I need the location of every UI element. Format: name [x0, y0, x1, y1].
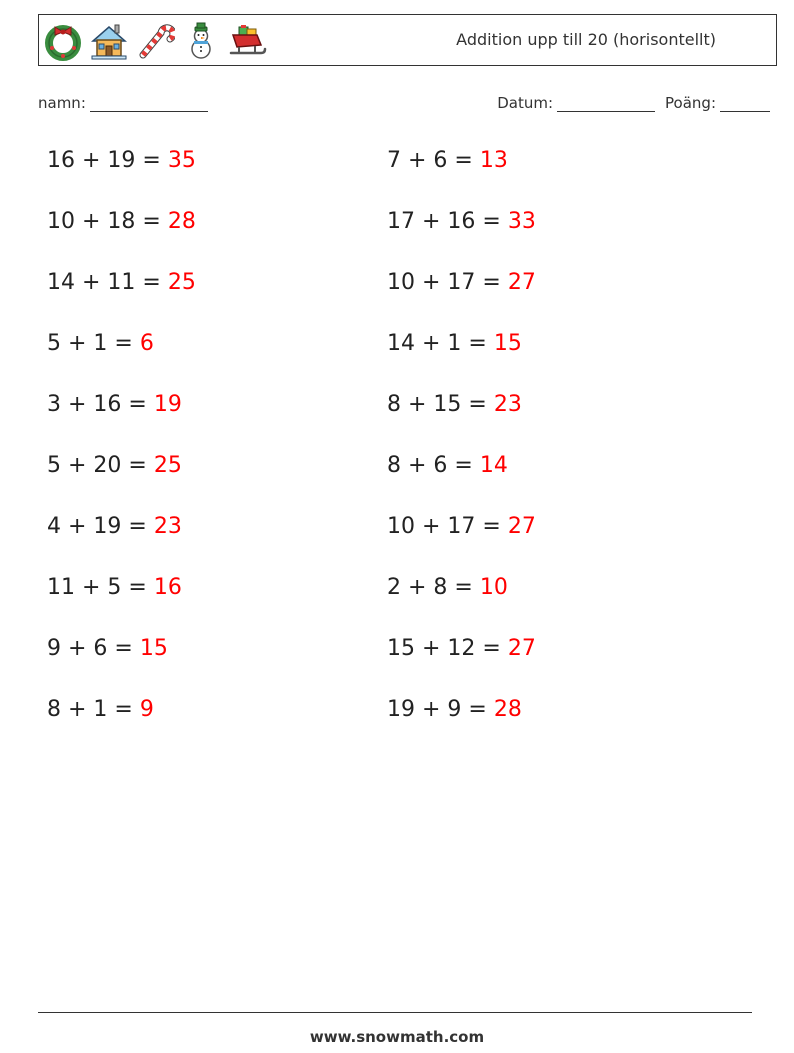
problem-expression: 14 + 11 = — [47, 270, 161, 295]
problem-item — [47, 331, 154, 356]
problem-answer: 35 — [167, 148, 196, 173]
problem-expression: 17 + 16 = — [387, 209, 501, 234]
problem-expression: 7 + 6 = — [387, 148, 473, 173]
header-box — [38, 14, 777, 66]
problem-expression: 5 + 20 = — [47, 453, 147, 478]
problem-answer: 25 — [167, 270, 196, 295]
name-label: namn: — [38, 94, 86, 112]
problem-answer: 27 — [507, 514, 536, 539]
problem-expression: 4 + 19 = — [47, 514, 147, 539]
problem-expression: 16 + 19 = — [47, 148, 161, 173]
problem-item — [387, 270, 536, 295]
problem-expression: 10 + 17 = — [387, 270, 501, 295]
problem-item — [387, 453, 508, 478]
problem-expression: 10 + 17 = — [387, 514, 501, 539]
problem-answer: 25 — [153, 453, 182, 478]
problem-item — [387, 148, 508, 173]
problem-item — [387, 331, 522, 356]
problem-item — [387, 209, 536, 234]
problem-answer: 23 — [493, 392, 522, 417]
footer-site: www.snowmath.com — [309, 1028, 485, 1046]
problem-expression: 10 + 18 = — [47, 209, 161, 234]
problem-answer: 27 — [507, 270, 536, 295]
problem-item — [47, 453, 182, 478]
problem-expression: 8 + 15 = — [387, 392, 487, 417]
problem-item — [47, 270, 196, 295]
problem-answer: 16 — [153, 575, 182, 600]
snowman-icon — [181, 21, 221, 61]
score-blank-line — [720, 95, 770, 112]
problem-expression: 14 + 1 = — [387, 331, 487, 356]
problem-answer: 28 — [493, 697, 522, 722]
score-label: Poäng: — [665, 94, 716, 112]
problem-answer: 28 — [167, 209, 196, 234]
problem-answer: 27 — [507, 636, 536, 661]
problem-answer: 13 — [479, 148, 508, 173]
problem-item — [47, 209, 196, 234]
header-icons — [43, 21, 267, 61]
footer-divider — [38, 1012, 752, 1013]
sleigh-icon — [227, 21, 267, 61]
house-icon — [89, 21, 129, 61]
problem-item — [47, 392, 182, 417]
name-field — [38, 94, 208, 112]
problem-item — [387, 575, 508, 600]
date-score-fields — [497, 94, 770, 112]
problem-expression: 8 + 6 = — [387, 453, 473, 478]
problem-answer: 14 — [479, 453, 508, 478]
problem-answer: 23 — [153, 514, 182, 539]
candy-cane-icon — [135, 21, 175, 61]
problem-answer: 33 — [507, 209, 536, 234]
problem-item — [387, 514, 536, 539]
problem-expression: 8 + 1 = — [47, 697, 133, 722]
name-blank-line — [90, 95, 208, 112]
problem-item — [47, 148, 196, 173]
problem-answer: 15 — [139, 636, 168, 661]
wreath-icon — [43, 21, 83, 61]
problem-answer: 19 — [153, 392, 182, 417]
problem-answer: 6 — [139, 331, 154, 356]
problem-expression: 15 + 12 = — [387, 636, 501, 661]
problem-expression: 3 + 16 = — [47, 392, 147, 417]
problem-item — [47, 575, 182, 600]
problem-item — [387, 636, 536, 661]
problem-expression: 11 + 5 = — [47, 575, 147, 600]
problem-expression: 9 + 6 = — [47, 636, 133, 661]
problem-answer: 9 — [139, 697, 154, 722]
problem-answer: 10 — [479, 575, 508, 600]
problem-expression: 19 + 9 = — [387, 697, 487, 722]
problem-expression: 2 + 8 = — [387, 575, 473, 600]
worksheet-title: Addition upp till 20 (horisontellt) — [456, 30, 716, 49]
date-blank-line — [557, 95, 655, 112]
date-label: Datum: — [497, 94, 554, 112]
problem-item — [47, 636, 168, 661]
problem-item — [47, 514, 182, 539]
problem-item — [387, 697, 522, 722]
problem-item — [47, 697, 154, 722]
problem-expression: 5 + 1 = — [47, 331, 133, 356]
problem-item — [387, 392, 522, 417]
problem-answer: 15 — [493, 331, 522, 356]
